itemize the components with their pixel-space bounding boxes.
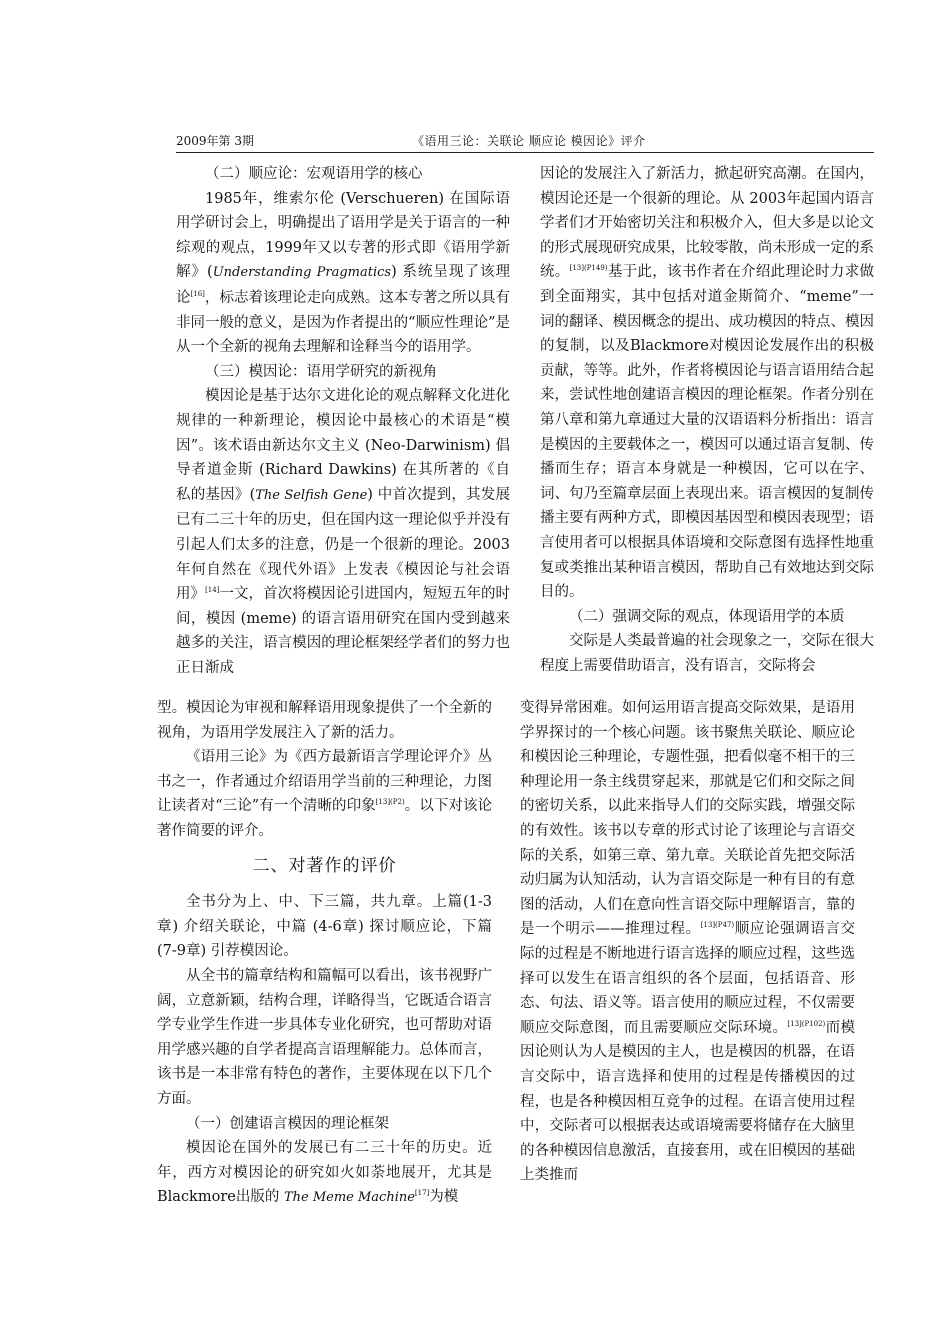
text-run: ) 系统呈现了该理论 [176,264,511,306]
text-run: 顺应论强调语言交际的过程是不断地进行语言选择的顺应过程，这些选择可以发生在语言组织的各个层面，包括语音、形态、句法、语义等。语言使用的顺应过程，不仅需要顺应交际意图，而且需要顺应交际环境。 [520,921,856,1036]
text-run: ) 中首次提到，其发展已有二三十年的历史，但在国内这一理论似乎并没有引起人们太多的注意，仍是一个很新的理论。2003年何自然在《现代外语》上发表《模因论与社会语用》 [176,486,510,603]
paragraph [157,1136,492,1211]
section-heading-adaptation: （二）顺应论：宏观语用学的核心 [205,166,423,182]
issue-label: 2009年第 3期 [176,134,254,148]
column-bottom-left [157,696,492,1211]
column-top-right [540,162,874,678]
citation: [13](P102) [787,1019,826,1028]
citation: [14] [205,586,220,595]
section-heading-communication: （二）强调交际的观点，体现语用学的本质 [569,608,845,625]
paragraph: 交际是人类最普遍的社会现象之一，交际在很大程度上需要借助语言，没有语言，交际将会 [540,633,874,674]
text-run: 因论的发展注入了新活力，掀起研究高潮。在国内，模因论还是一个很新的理论。从 2003年起国内语言学者们才开始密切关注和积极介入，但大多是以论文的形式展现研究成果，比较零散，尚未形成一定的系统。 [540,166,874,281]
book-title: Understanding Pragmatics [212,265,392,281]
text-run: 为模 [429,1189,459,1206]
citation: [16] [190,290,205,299]
text-run: 一文，首次将模因论引进国内，短短五年的时间，模因 (meme) 的语言语用研究在国内受到越来越多的关注，语言模因的理论框架经学者们的努力也正日渐成 [176,586,511,676]
citation: [13](P149) [569,264,608,273]
text-run: 《语用三论》为《西方最新语言学理论评介》丛书之一，作者通过介绍语用学当前的三种理论，力图让读者对“三论”有一个清晰的印象 [157,749,492,815]
text-run: 1985年，维索尔伦 (Verschueren) 在国际语用学研讨会上，明确提出了语用学是关于语言的一种综观的观点，1999年又以专著的形式即《语用学新解》( [176,190,510,281]
paragraph: 型。模因论为审视和解释语用现象提供了一个全新的视角，为语用学发展注入了新的活力。 [157,700,492,741]
column-top-left [176,162,510,680]
paragraph [176,187,510,360]
text-run: 模因论是基于达尔文进化论的观点解释文化进化规律的一种新理论，模因论中最核心的术语是“模因”。该术语由新达尔文主义 (Neo-Darwinism) 倡导者道金斯 (Richard Dawkins) 在其所著的《自私的基因》( [176,388,510,503]
section-heading-memetics: （三）模因论：语用学研究的新视角 [205,363,437,380]
text-run: 基于此，该书作者在介绍此理论时力求做到全面翔实，其中包括对道金斯简介、“meme”一词的翻译、模因概念的提出、成功模因的特点、模因的复制，以及Blackmore对模因论发展作出的积极贡献，等等。此外，作者将模因论与语言语用结合起来，尝试性地创建语言模因的理论框架。作者分别在第八章和第九章通过大量的汉语语料分析指出：语言是模因的主要载体之一，模因可以通过语言复制、传播而生存；语言本身就是一种模因，它可以在字、词、句乃至篇章层面上表现出来。语言模因的复制传播主要有两种方式，即模因基因型和模因表现型；语言使用者可以根据具体语境和交际意图有选择性地重复或类推出某种语言模因，帮助自己有效地达到交际目的。 [540,264,874,601]
citation: [17] [414,1189,430,1198]
book-title: The Meme Machine [283,1190,415,1206]
text-run: 。以下对该论著作简要的评介。 [157,798,493,839]
text-run: 而模因论则认为人是模因的主人，也是模因的机器，在语言交际中，语言选择和使用的过程是传播模因的过程，也是各种模因相互竞争的过程。在语言使用过程中，交际者可以根据表达或语境需要将储存在大脑里的各种模因信息激活，直接套用，或在旧模因的基础上类推而 [520,1019,856,1184]
running-title: 《语用三论：关联论 顺应论 模因论》评介 [412,134,646,148]
citation: [13](P2) [375,798,405,807]
citation: [13](P47) [700,921,735,930]
paragraph [540,162,874,605]
paragraph: 全书分为上、中、下三篇，共九章。上篇(1-3章) 介绍关联论，中篇 (4-6章) 探讨顺应论，下篇 (7-9章) 引荐模因论。 [157,894,492,960]
text-run: 模因论在国外的发展已有二三十年的历史。近年，西方对模因论的研究如火如荼地展开，尤其是 Blackmore出版的 [157,1140,492,1206]
column-bottom-right [520,696,855,1188]
paragraph [520,696,855,1188]
paragraph [176,384,510,680]
paragraph [157,745,492,843]
chapter-heading: 二、对著作的评价 [252,855,397,876]
paragraph: 从全书的篇章结构和篇幅可以看出，该书视野广阔，立意新颖，结构合理，详略得当，它既适合语言学专业学生作进一步具体专业化研究，也可帮助对语用学感兴趣的自学者提高言语理解能力。总体而言，该书是一本非常有特色的著作，主要体现在以下几个方面。 [157,967,492,1107]
text-run: ，标志着该理论走向成熟。这本专著之所以具有非同一般的意义，是因为作者提出的“顺应性理论”是从一个全新的视角去理解和诠释当今的语用学。 [176,289,511,356]
book-title: The Selfish Gene [255,487,368,503]
section-heading-framework: （一）创建语言模因的理论框架 [186,1115,389,1132]
text-run: 变得异常困难。如何运用语言提高交际效果，是语用学界探讨的一个核心问题。该书聚焦关联论、顺应论和模因论三种理论，专题性强，把看似毫不相干的三种理论用一条主线贯穿起来，那就是它们和交际之间的密切关系，以此来指导人们的交际实践，增强交际的有效性。该书以专章的形式讨论了该理论与言语交际的关系，如第三章、第九章。关联论首先把交际活动归属为认知活动，认为言语交际是一种有目的有意图的活动，人们在意向性言语交际中理解语言，靠的是一个明示——推理过程。 [520,700,855,938]
running-header [176,130,874,153]
